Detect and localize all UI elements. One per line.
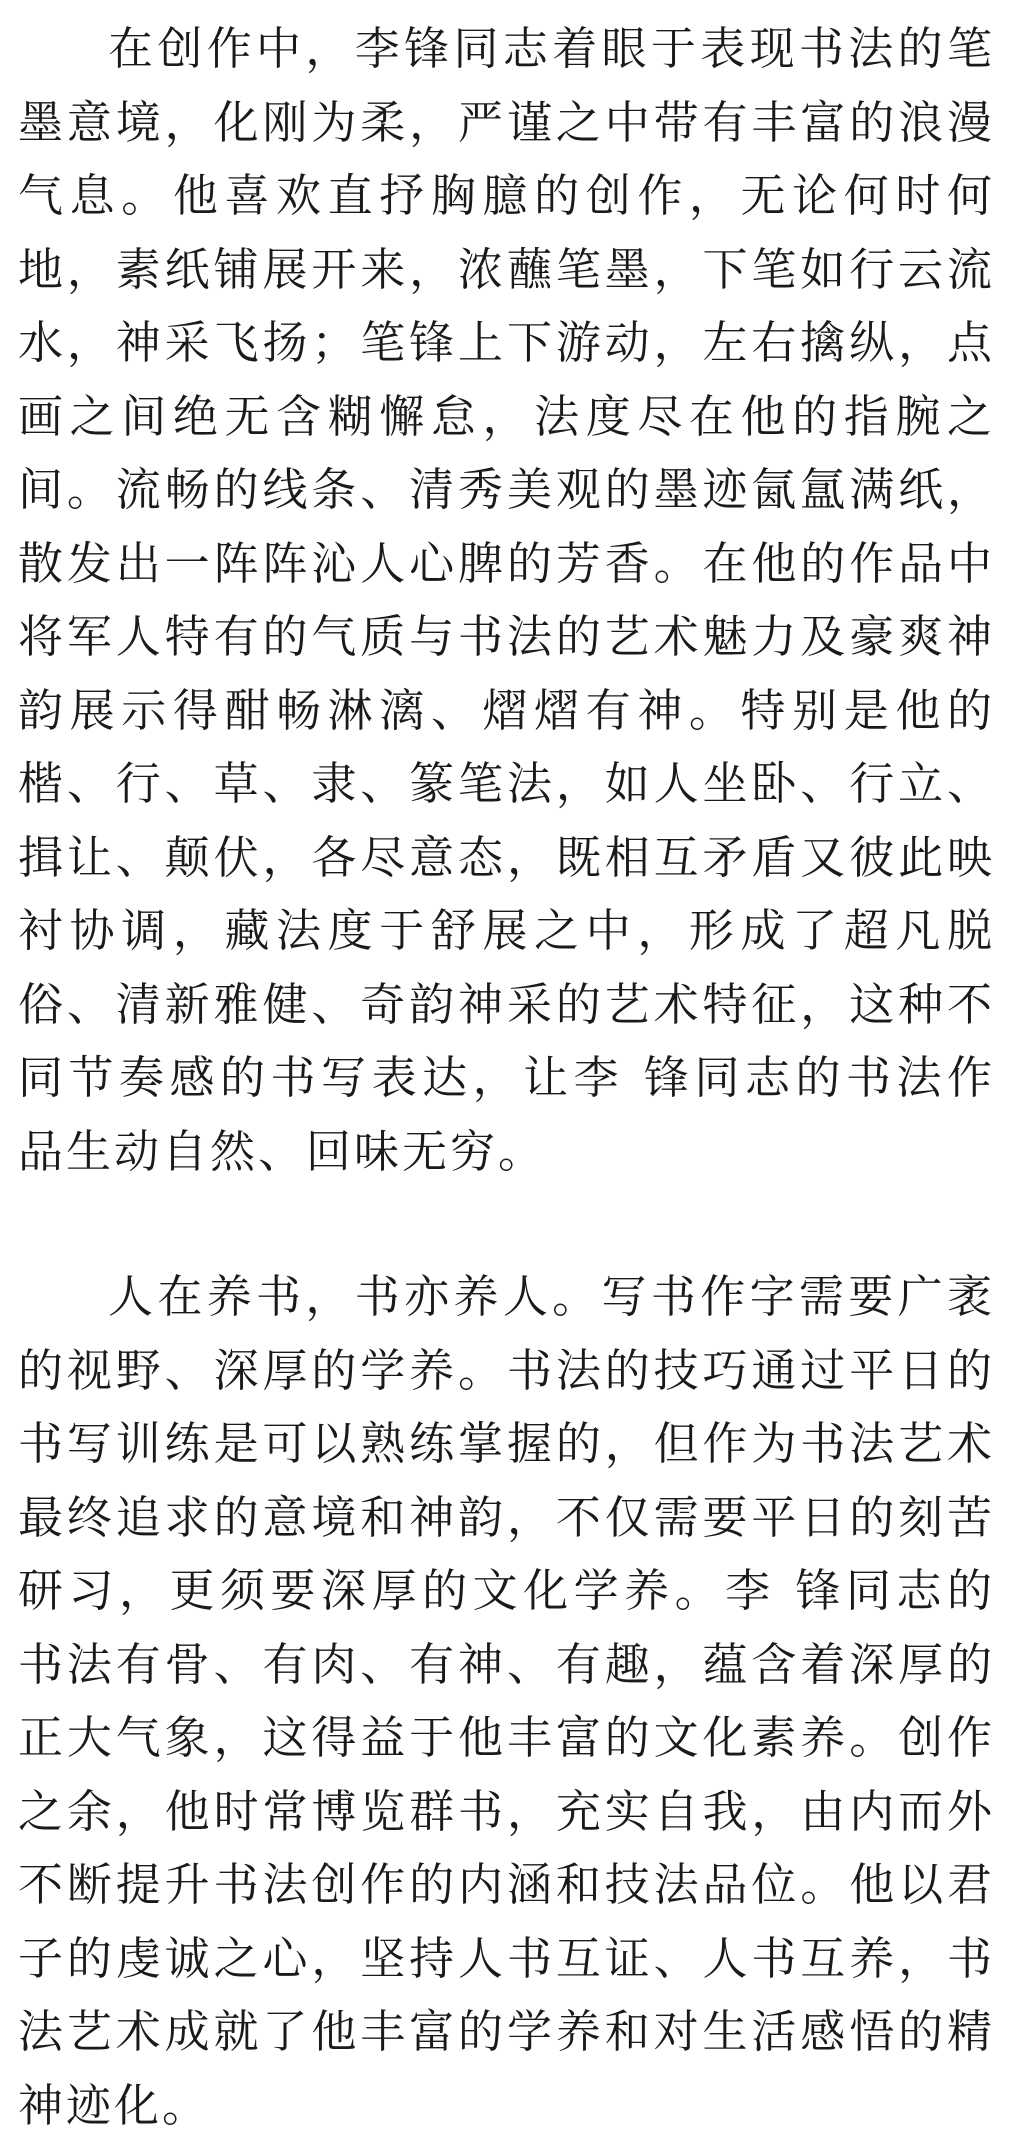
article-paragraph-2: 人在养书，书亦养人。写书作字需要广袤的视野、深厚的学养。书法的技巧通过平日的书写训练是可以熟练掌握的，但作为书法艺术最终追求的意境和神韵，不仅需要平日的刻苦研习，更须要深厚的文化学养。李 锋同志的书法有骨、有肉、有神、有趣，蕴含着深厚的正大气象，这得益于他丰富的文化素养。创作之余，他时常博览群书，充实自我，由内而外不断提升书法创作的内涵和技法品位。他以君子的虔诚之心，坚持人书互证、人书互养，书法艺术成就了他丰富的学养和对生活感悟的精神迹化。 <box>18 1270 995 2132</box>
article-paragraph-1: 在创作中，李锋同志着眼于表现书法的笔墨意境，化刚为柔，严谨之中带有丰富的浪漫气息。他喜欢直抒胸臆的创作，无论何时何地，素纸铺展开来，浓蘸笔墨，下笔如行云流水，神采飞扬；笔锋上下游动，左右擒纵，点画之间绝无含糊懈怠，法度尽在他的指腕之间。流畅的线条、清秀美观的墨迹氤氲满纸，散发出一阵阵沁人心脾的芳香。在他的作品中将军人特有的气质与书法的艺术魅力及豪爽神韵展示得酣畅淋漓、熠熠有神。特别是他的楷、行、草、隶、篆笔法，如人坐卧、行立、揖让、颠伏，各尽意态，既相互矛盾又彼此映衬协调，藏法度于舒展之中，形成了超凡脱俗、清新雅健、奇韵神采的艺术特征，这种不同节奏感的书写表达，让李 锋同志的书法作品生动自然、回味无穷。 <box>18 22 995 1178</box>
